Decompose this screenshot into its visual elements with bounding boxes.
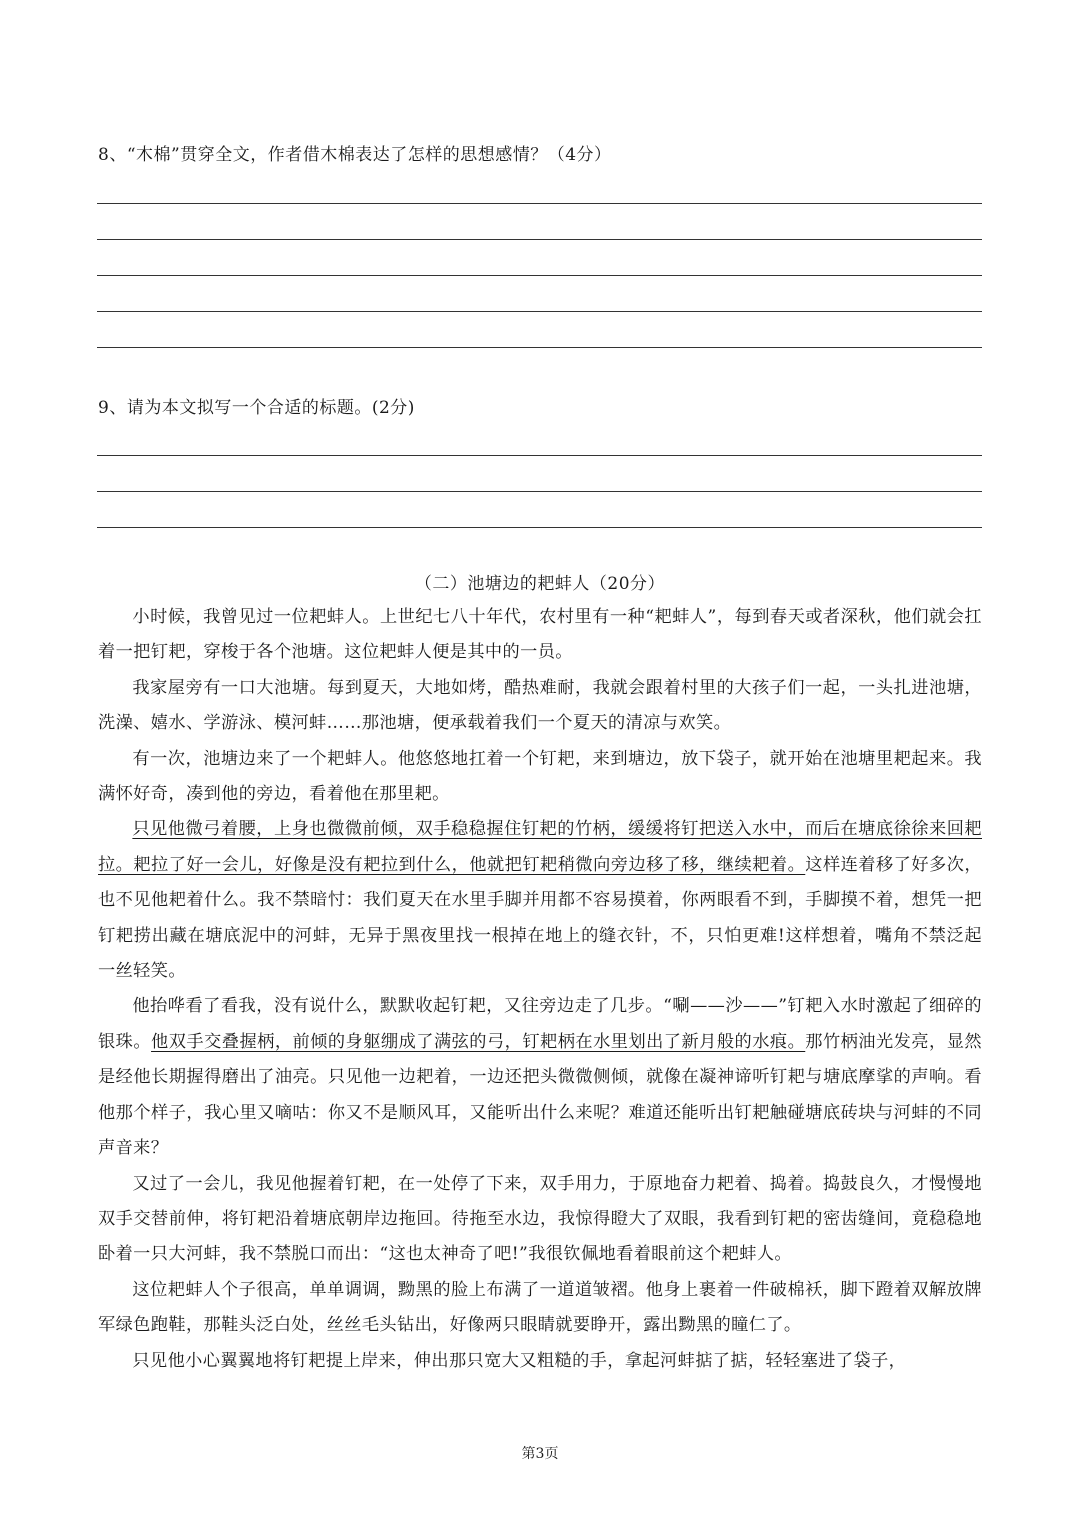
section-title: （二）池塘边的耙蚌人（20分） — [414, 574, 666, 594]
paragraph-5-start: 他抬哗看了看我，没有说什么，默默收起钉耙，又往旁边走了几步。“唰——沙——”钉耙入水时激起了细碎的银珠。 — [98, 996, 982, 1052]
answer-line — [97, 456, 982, 492]
answer-line — [97, 492, 982, 528]
answer-line — [97, 168, 982, 204]
paragraph-8: 只见他小心翼翼地将钉耙提上岸来，伸出那只宽大又粗糙的手，拿起河蚌掂了掂，轻轻塞进了袋子， — [132, 1350, 907, 1371]
paragraph-7: 这位耙蚌人个子很高，单单调调，黝黑的脸上布满了一道道皱褶。他身上裹着一件破棉袄，脚下蹬着双解放牌军绿色跑鞋，那鞋头泛白处，丝丝毛头钻出，好像两只眼睛就要睁开，露出黝黑的瞳仁了。 — [98, 1279, 982, 1336]
answer-line — [97, 240, 982, 276]
question-8: 8、“木棉”贯穿全文，作者借木棉表达了怎样的思想感情？（4分） — [98, 145, 612, 165]
question-9: 9、请为本文拟写一个合适的标题。(2分) — [98, 398, 415, 418]
answer-line — [97, 276, 982, 312]
paragraph-3: 有一次，池塘边来了一个耙蚌人。他悠悠地扛着一个钉耙，来到塘边，放下袋子，就开始在池塘里耙起来。我满怀好奇，凑到他的旁边，看着他在那里耙。 — [98, 748, 982, 805]
answer-line — [97, 420, 982, 456]
paragraph-5-rest: 那竹柄油光发亮，显然是经他长期握得磨出了油亮。只见他一边耙着，一边还把头微微侧倾，就像在凝神谛听钉耙与塘底摩挲的声响。看他那个样子，我心里又嘀咕：你又不是顺风耳，又能听出什么来呢？难道还能听出钉耙触碰塘底砖块与河蚌的不同声音来？ — [98, 1031, 982, 1159]
reading-passage — [98, 600, 982, 1379]
paragraph-6: 又过了一会儿，我见他握着钉耙，在一处停了下来，双手用力，于原地奋力耙着、捣着。捣鼓良久，才慢慢地双手交替前伸，将钉耙沿着塘底朝岸边拖回。待拖至水边，我惊得瞪大了双眼，我看到钉耙的密齿缝间，竟稳稳地卧着一只大河蚌，我不禁脱口而出：“这也太神奇了吧!”我很钦佩地看着眼前这个耙蚌人。 — [98, 1173, 982, 1265]
paragraph-4-rest: 这样连着移了好多次，也不见他耙着什么。我不禁暗忖：我们夏天在水里手脚并用都不容易摸着，你两眼看不到，手脚摸不着，想凭一把钉耙捞出藏在塘底泥中的河蚌，无异于黑夜里找一根掉在地上的缝衣针，不，只怕更难!这样想着，嘴角不禁泛起一丝轻笑。 — [98, 854, 982, 982]
underlined-sentence: 只见他微弓着腰，上身也微微前倾，双手稳稳握住钉耙的竹柄，缓缓将钉把送入水中，而后在塘底徐徐来回耙拉。耙拉了好一会儿，好像是没有耙拉到什么，他就把钉耙稍微向旁边移了移，继续耙着。 — [98, 819, 982, 875]
answer-area-question-9[interactable] — [97, 420, 982, 528]
paragraph-2: 我家屋旁有一口大池塘。每到夏天，大地如烤，酷热难耐，我就会跟着村里的大孩子们一起，一头扎进池塘，洗澡、嬉水、学游泳、模河蚌……那池塘，便承载着我们一个夏天的清凉与欢笑。 — [98, 677, 982, 734]
paragraph-4 — [98, 812, 982, 989]
paragraph-5 — [98, 989, 982, 1166]
answer-area-question-8[interactable] — [97, 168, 982, 348]
underlined-sentence: 他双手交叠握柄，前倾的身躯绷成了满弦的弓，钉耙柄在水里划出了新月般的水痕。 — [151, 1031, 806, 1052]
answer-line — [97, 204, 982, 240]
answer-line — [97, 312, 982, 348]
paragraph-1: 小时候，我曾见过一位耙蚌人。上世纪七八十年代，农村里有一种“耙蚌人”，每到春天或者深秋，他们就会扛着一把钉耙，穿梭于各个池塘。这位耙蚌人便是其中的一员。 — [98, 607, 982, 663]
page-number: 第3页 — [521, 1446, 559, 1462]
